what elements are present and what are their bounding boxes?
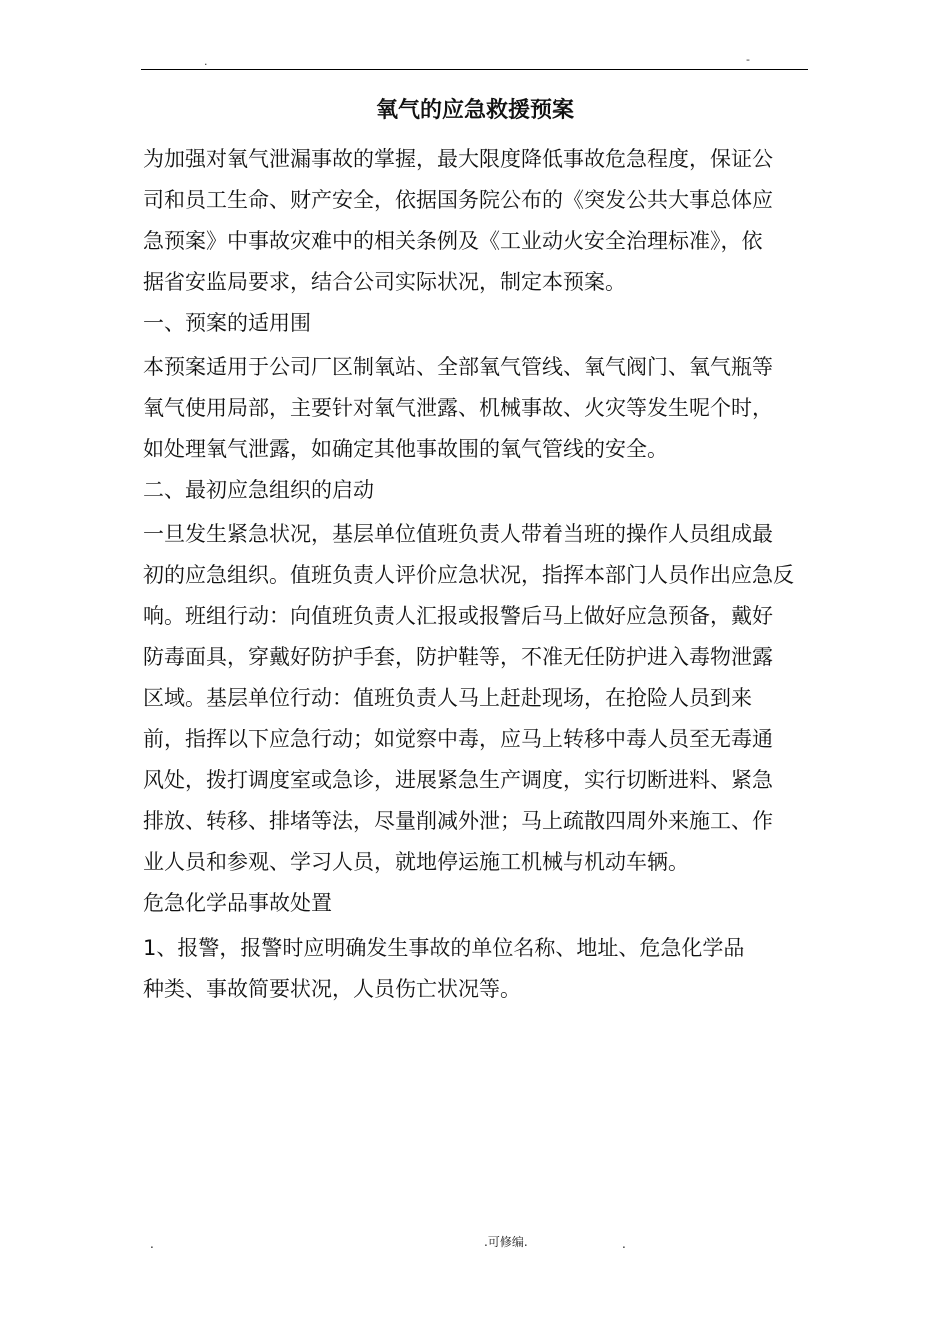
footer-editable-note: .可修编. (484, 1235, 528, 1249)
body-line-16: 风处，拨打调度室或急诊，进展紧急生产调度，实行切断进料、紧急 (143, 768, 773, 792)
footer-right-mark: . (622, 1237, 626, 1251)
body-line-8: 如处理氧气泄露，如确定其他事故围的氧气管线的安全。 (143, 437, 668, 461)
header-rule (141, 69, 808, 70)
section-heading-3: 危急化学品事故处置 (143, 891, 332, 915)
body-line-21: 种类、事故简要状况，人员伤亡状况等。 (143, 977, 521, 1001)
section-heading-1: 一、预案的适用围 (143, 311, 311, 335)
body-line-18: 业人员和参观、学习人员，就地停运施工机械与机动车辆。 (143, 850, 689, 874)
section-heading-2: 二、最初应急组织的启动 (143, 478, 374, 502)
body-line-10: 一旦发生紧急状况，基层单位值班负责人带着当班的操作人员组成最 (143, 522, 773, 546)
body-line-1: 为加强对氧气泄漏事故的掌握，最大限度降低事故危急程度，保证公 (143, 147, 773, 171)
body-line-14: 区域。基层单位行动：值班负责人马上赶赴现场，在抢险人员到来 (143, 686, 752, 710)
body-line-17: 排放、转移、排堵等法，尽量削减外泄；马上疏散四周外来施工、作 (143, 809, 773, 833)
body-line-11: 初的应急组织。值班负责人评价应急状况，指挥本部门人员作出应急反 (143, 563, 794, 587)
body-line-20: 1、报警，报警时应明确发生事故的单位名称、地址、危急化学品 (143, 936, 745, 960)
body-line-4: 据省安监局要求，结合公司实际状况，制定本预案。 (143, 270, 626, 294)
header-right-mark: - (746, 53, 750, 66)
body-line-12: 响。班组行动：向值班负责人汇报或报警后马上做好应急预备，戴好 (143, 604, 773, 628)
body-line-7: 氧气使用局部，主要针对氧气泄露、机械事故、火灾等发生呢个时， (143, 396, 773, 420)
body-line-13: 防毒面具，穿戴好防护手套，防护鞋等，不准无任防护进入毒物泄露 (143, 645, 773, 669)
footer-left-mark: . (150, 1237, 154, 1251)
body-line-6: 本预案适用于公司厂区制氧站、全部氧气管线、氧气阀门、氧气瓶等 (143, 355, 773, 379)
header-left-mark: . (204, 55, 208, 68)
body-line-3: 急预案》中事故灾难中的相关条例及《工业动火安全治理标准》，依 (143, 229, 763, 253)
body-line-15: 前，指挥以下应急行动；如觉察中毒，应马上转移中毒人员至无毒通 (143, 727, 773, 751)
body-line-2: 司和员工生命、财产安全，依据国务院公布的《突发公共大事总体应 (143, 188, 773, 212)
document-title: 氧气的应急救援预案 (375, 98, 574, 123)
